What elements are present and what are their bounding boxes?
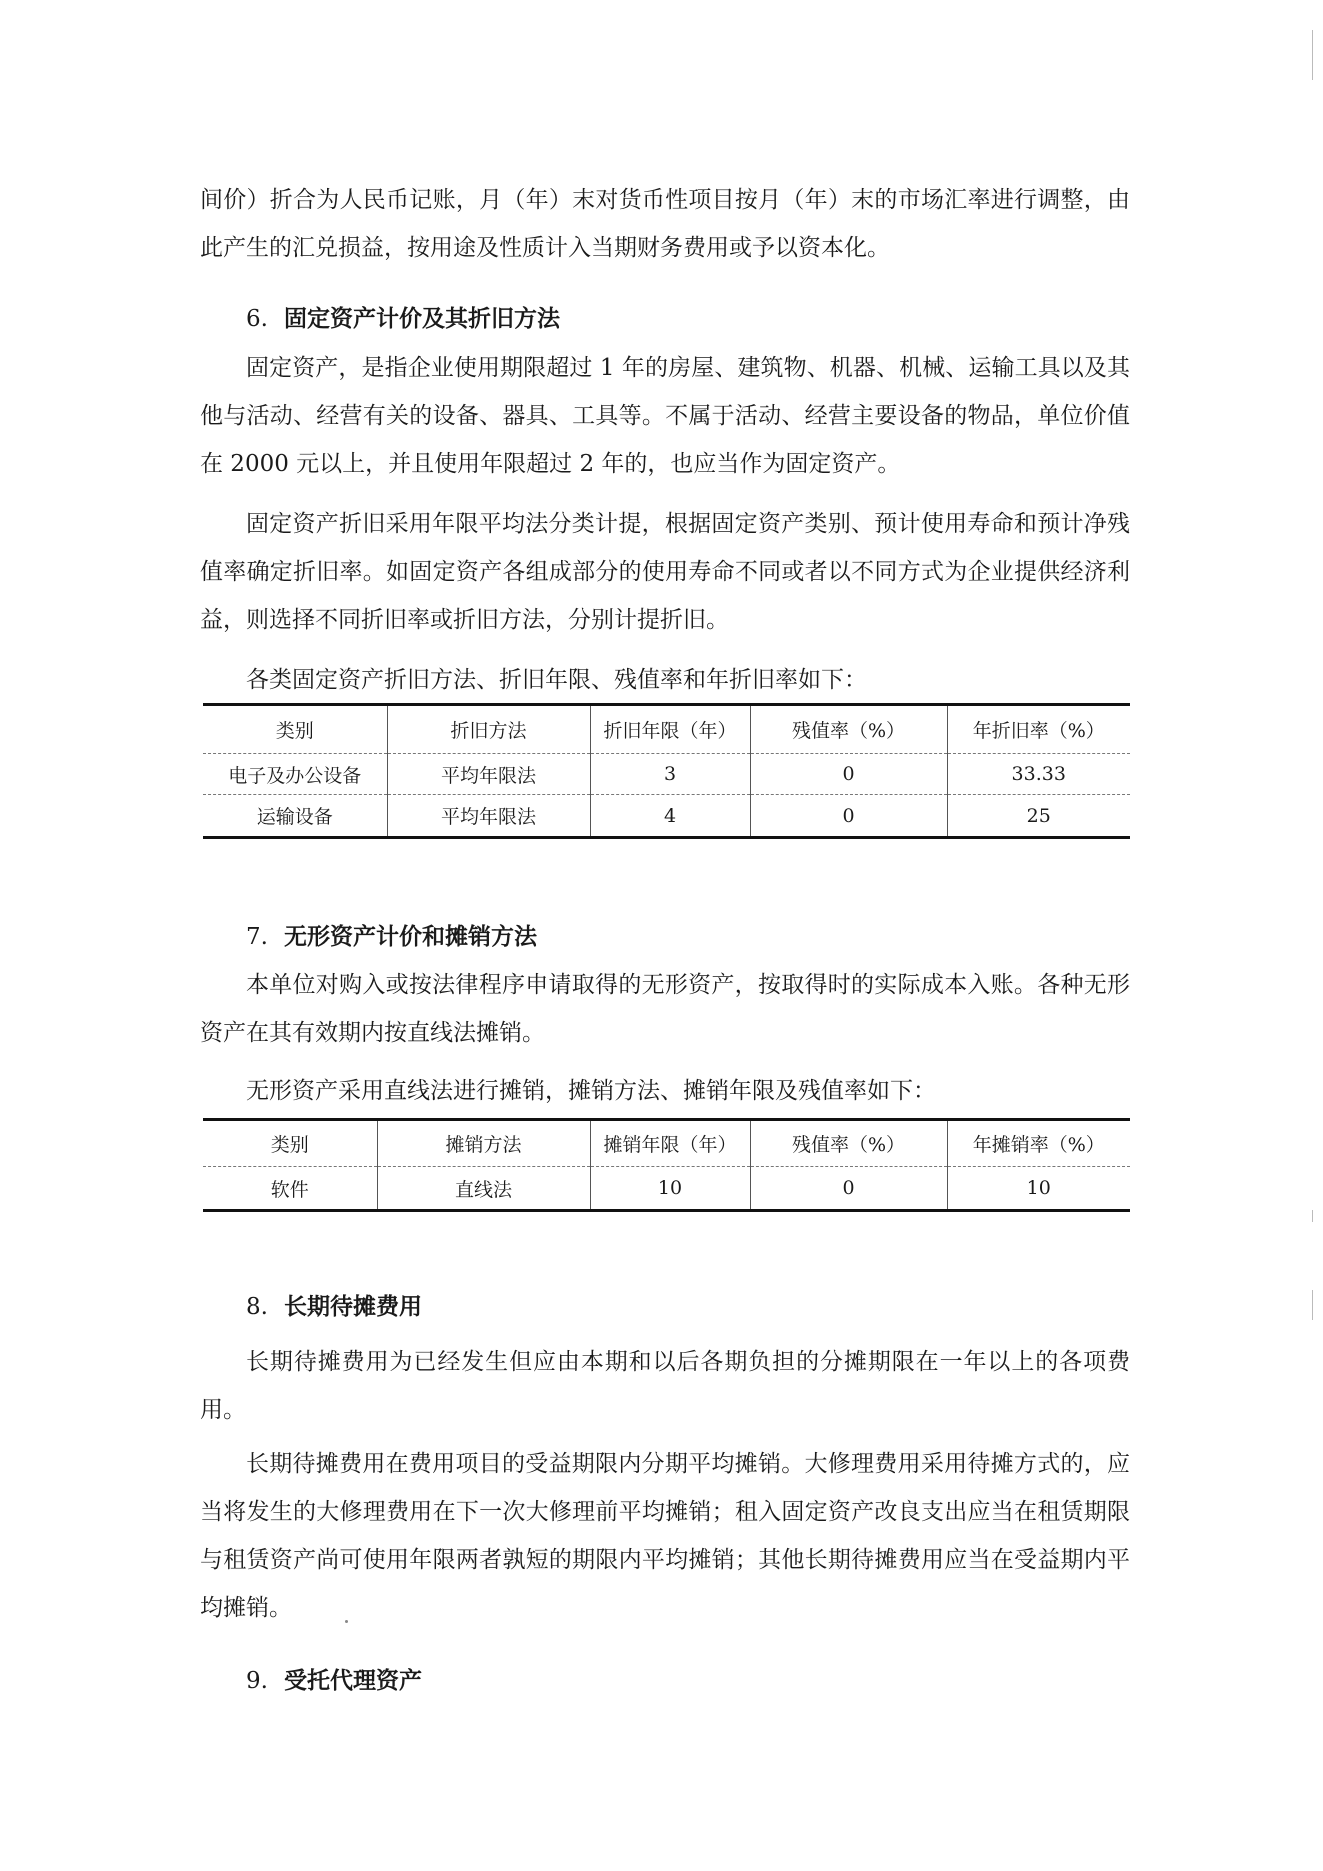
- table-cell: 10: [590, 1167, 750, 1211]
- section-6-heading: [246, 302, 560, 336]
- table-cell: 电子及办公设备: [228, 764, 362, 787]
- table-cell: 平均年限法: [387, 795, 590, 838]
- section-7-paragraph-1: 本单位对购入或按法律程序申请取得的无形资产，按取得时的实际成本入账。各种无形资产在其有效期内按直线法摊销。: [200, 972, 1130, 1046]
- section-8-paragraph-2: 长期待摊费用在费用项目的受益期限内分期平均摊销。大修理费用采用待摊方式的，应当将发生的大修理费用在下一次大修理前平均摊销；租入固定资产改良支出应当在租赁期限与租赁资产尚可使用年限两者孰短的期限内平均摊销；其他长期待摊费用应当在受益期内平均摊销。: [200, 1451, 1130, 1621]
- column-header: 摊销年限（年）: [590, 1120, 750, 1167]
- section-8-heading: [246, 1290, 422, 1324]
- table-cell: 3: [590, 754, 750, 795]
- section-6-number: 6.: [246, 306, 268, 332]
- section-7-number: 7.: [246, 924, 268, 950]
- table-cell: 33.33: [947, 754, 1130, 795]
- section-7-title: 无形资产计价和摊销方法: [284, 923, 537, 950]
- section-7-paragraph-2: 无形资产采用直线法进行摊销，摊销方法、摊销年限及残值率如下：: [246, 1078, 936, 1104]
- column-header: 类别: [203, 1120, 377, 1167]
- amortization-table: [203, 1118, 1130, 1212]
- section-6-paragraph-2: 固定资产折旧采用年限平均法分类计提，根据固定资产类别、预计使用寿命和预计净残值率确定折旧率。如固定资产各组成部分的使用寿命不同或者以不同方式为企业提供经济利益，则选择不同折旧率或折旧方法，分别计提折旧。: [200, 511, 1130, 633]
- table-cell: 0: [750, 754, 947, 795]
- table-row: [203, 1167, 1130, 1211]
- column-header: 残值率（%）: [750, 705, 947, 754]
- section-9-heading: [246, 1664, 422, 1698]
- column-header: 类别: [203, 705, 387, 754]
- table-cell: 运输设备: [256, 806, 333, 828]
- section-8-number: 8.: [246, 1294, 268, 1320]
- section-6-paragraph-3: 各类固定资产折旧方法、折旧年限、残值率和年折旧率如下：: [246, 667, 867, 693]
- table-row: [203, 795, 1130, 838]
- table-cell: 4: [590, 795, 750, 838]
- section-6-paragraph-1: 固定资产，是指企业使用期限超过 1 年的房屋、建筑物、机器、机械、运输工具以及其他与活动、经营有关的设备、器具、工具等。不属于活动、经营主要设备的物品，单位价值在 2000 元以上，并且使用年限超过 2 年的，也应当作为固定资产。: [200, 355, 1130, 477]
- section-8-paragraph-1: 长期待摊费用为已经发生但应由本期和以后各期负担的分摊期限在一年以上的各项费用。: [200, 1349, 1130, 1423]
- column-header: 折旧年限（年）: [590, 705, 750, 754]
- table-row: [203, 754, 1130, 795]
- table-cell: 平均年限法: [387, 754, 590, 795]
- table-cell: 软件: [270, 1178, 309, 1201]
- section-6-title: 固定资产计价及其折旧方法: [284, 305, 560, 332]
- scan-edge-mark: [1312, 1290, 1313, 1320]
- table-header-row: [203, 1120, 1130, 1167]
- section-9-number: 9.: [246, 1668, 268, 1694]
- intro-paragraph: 间价）折合为人民币记账，月（年）末对货币性项目按月（年）末的市场汇率进行调整，由此产生的汇兑损益，按用途及性质计入当期财务费用或予以资本化。: [200, 187, 1130, 261]
- column-header: 年摊销率（%）: [947, 1120, 1130, 1167]
- scan-edge-mark: [1312, 30, 1313, 80]
- section-9-title: 受托代理资产: [284, 1667, 422, 1694]
- table-cell: 直线法: [377, 1167, 590, 1211]
- section-7-heading: [246, 920, 537, 954]
- column-header: 折旧方法: [387, 705, 590, 754]
- scan-edge-mark: [1312, 1210, 1313, 1222]
- table-cell: 0: [750, 1167, 947, 1211]
- table-cell: 25: [947, 795, 1130, 838]
- column-header: 年折旧率（%）: [947, 705, 1130, 754]
- table-header-row: [203, 705, 1130, 754]
- scan-speck: [345, 1620, 348, 1623]
- table-cell: 0: [750, 795, 947, 838]
- depreciation-table: [203, 703, 1130, 839]
- column-header: 摊销方法: [377, 1120, 590, 1167]
- section-8-title: 长期待摊费用: [284, 1293, 422, 1320]
- column-header: 残值率（%）: [750, 1120, 947, 1167]
- table-cell: 10: [947, 1167, 1130, 1211]
